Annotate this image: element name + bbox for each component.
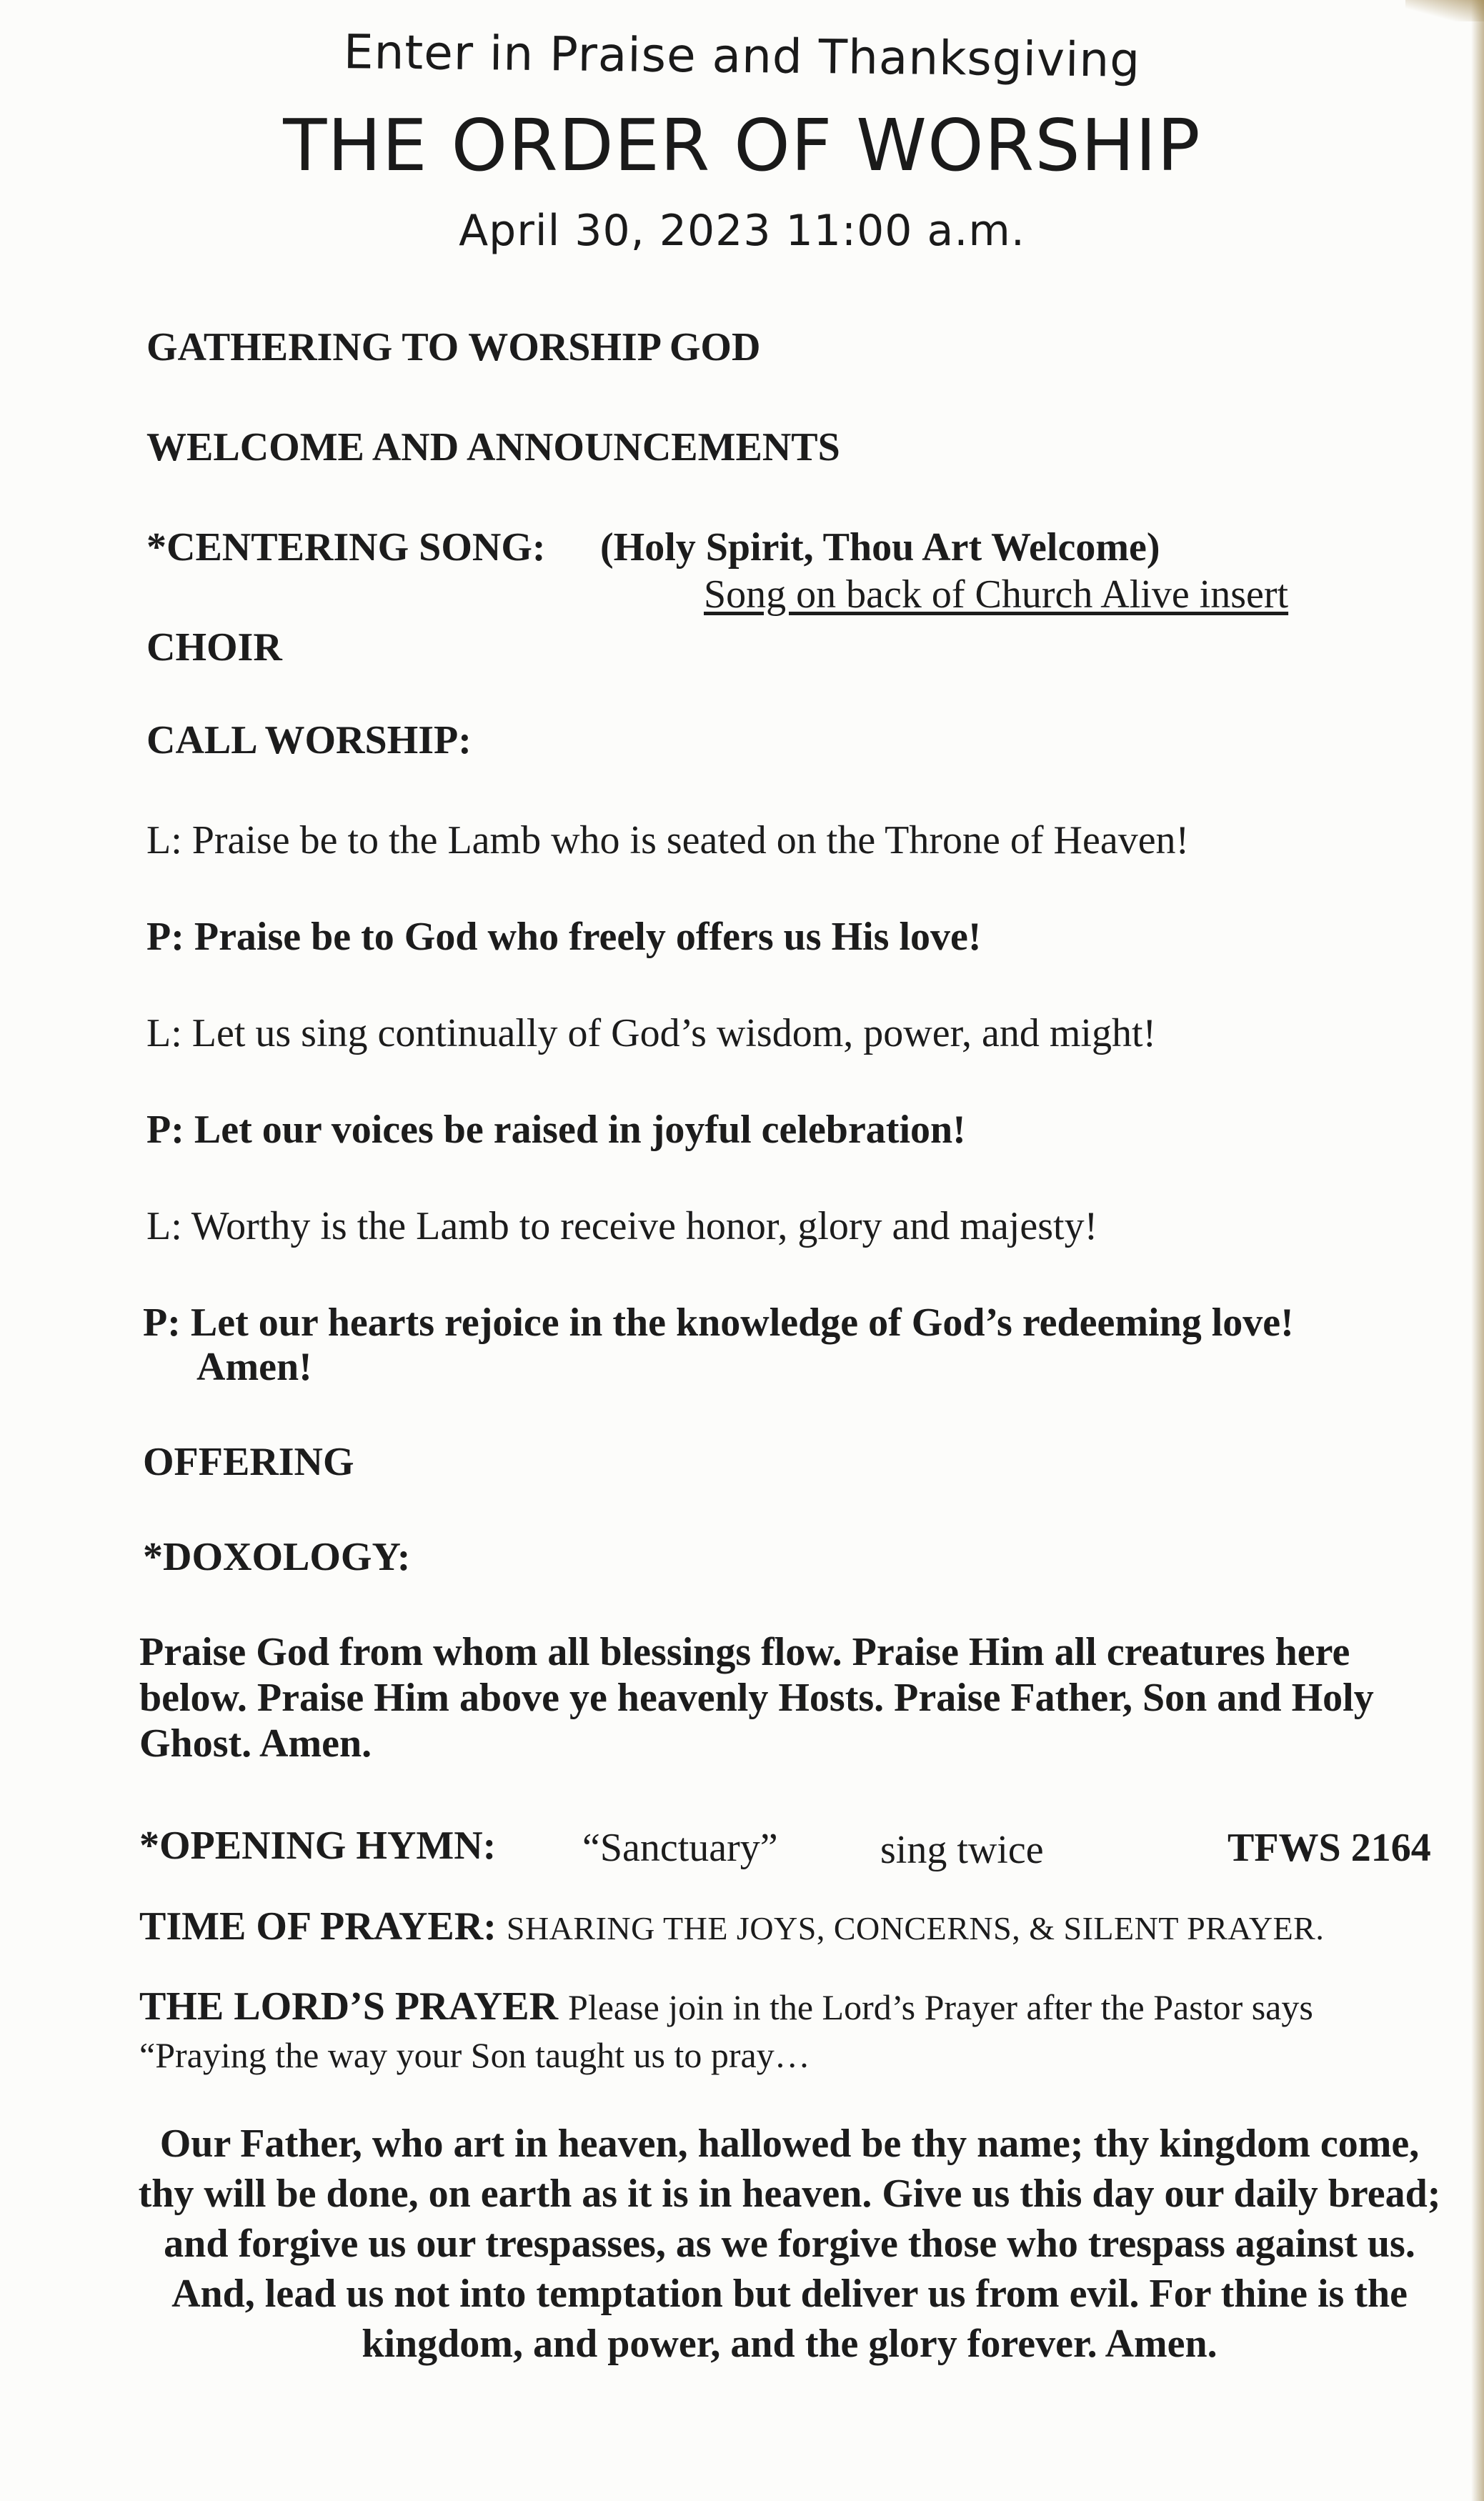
lords-prayer-text: Our Father, who art in heaven, hallowed be thy name; thy kingdom come, thy will be done, on earth as it is in heaven. Give us this day our daily bread; and forgive us our trespasses, as we forgive those who trespass against us. And, lead us not into temptation but deliver us from evil. For thine is the kingdom, and power, and the glory forever. Amen. [138,2122,1441,2366]
litany-line: P: Let our voices be raised in joyful celebration! [146,1108,966,1152]
section-call-worship: CALL WORSHIP: [146,718,472,762]
centering-song-title: (Holy Spirit, Thou Art Welcome) [600,525,1160,570]
doxology-text: Praise God from whom all blessings flow. Praise Him all creatures here below. Praise Him above ye heavenly Hosts. Praise Father, Son and Holy Ghost. Amen. [139,1630,1374,1766]
opening-hymn-title: “Sanctuary” [582,1826,778,1870]
section-gathering: GATHERING TO WORSHIP GOD [146,325,761,369]
page-edge-shadow [1471,0,1484,2501]
opening-hymn-label: *OPENING HYMN: [139,1824,497,1868]
service-datetime: April 30, 2023 11:00 a.m. [459,206,1025,256]
lords-prayer-instruction: “Praying the way your Son taught us to pray… [139,2035,810,2075]
bulletin-title: THE ORDER OF WORSHIP [283,104,1201,187]
litany-line: P: Praise be to God who freely offers us His love! [146,915,982,959]
section-welcome: WELCOME AND ANNOUNCEMENTS [146,425,840,469]
lords-prayer-heading: THE LORD’S PRAYER Please join in the Lord’s Prayer after the Pastor says [139,1984,1313,2029]
litany-line: L: Worthy is the Lamb to receive honor, glory and majesty! [146,1204,1098,1248]
opening-hymn-note: sing twice [880,1828,1044,1872]
litany-line: L: Let us sing continually of God’s wisdom, power, and might! [146,1011,1157,1055]
time-of-prayer: TIME OF PRAYER: SHARING THE JOYS, CONCERNS, & SILENT PRAYER. [139,1904,1325,1949]
section-choir: CHOIR [146,625,282,670]
section-offering: OFFERING [143,1440,354,1484]
bulletin-subtitle: Enter in Praise and Thanksgiving [343,24,1141,88]
centering-song-note: Song on back of Church Alive insert [704,572,1289,617]
litany-line: L: Praise be to the Lamb who is seated on the Throne of Heaven! [146,818,1190,862]
litany-line: P: Let our hearts rejoice in the knowledge of God’s redeeming love! [143,1301,1294,1345]
opening-hymn-number: TFWS 2164 [1227,1826,1431,1870]
doxology-label: *DOXOLOGY: [143,1535,411,1579]
centering-song-label: *CENTERING SONG: [146,525,546,570]
litany-continuation: Amen! [196,1345,312,1389]
page-corner-shadow [1405,0,1484,21]
